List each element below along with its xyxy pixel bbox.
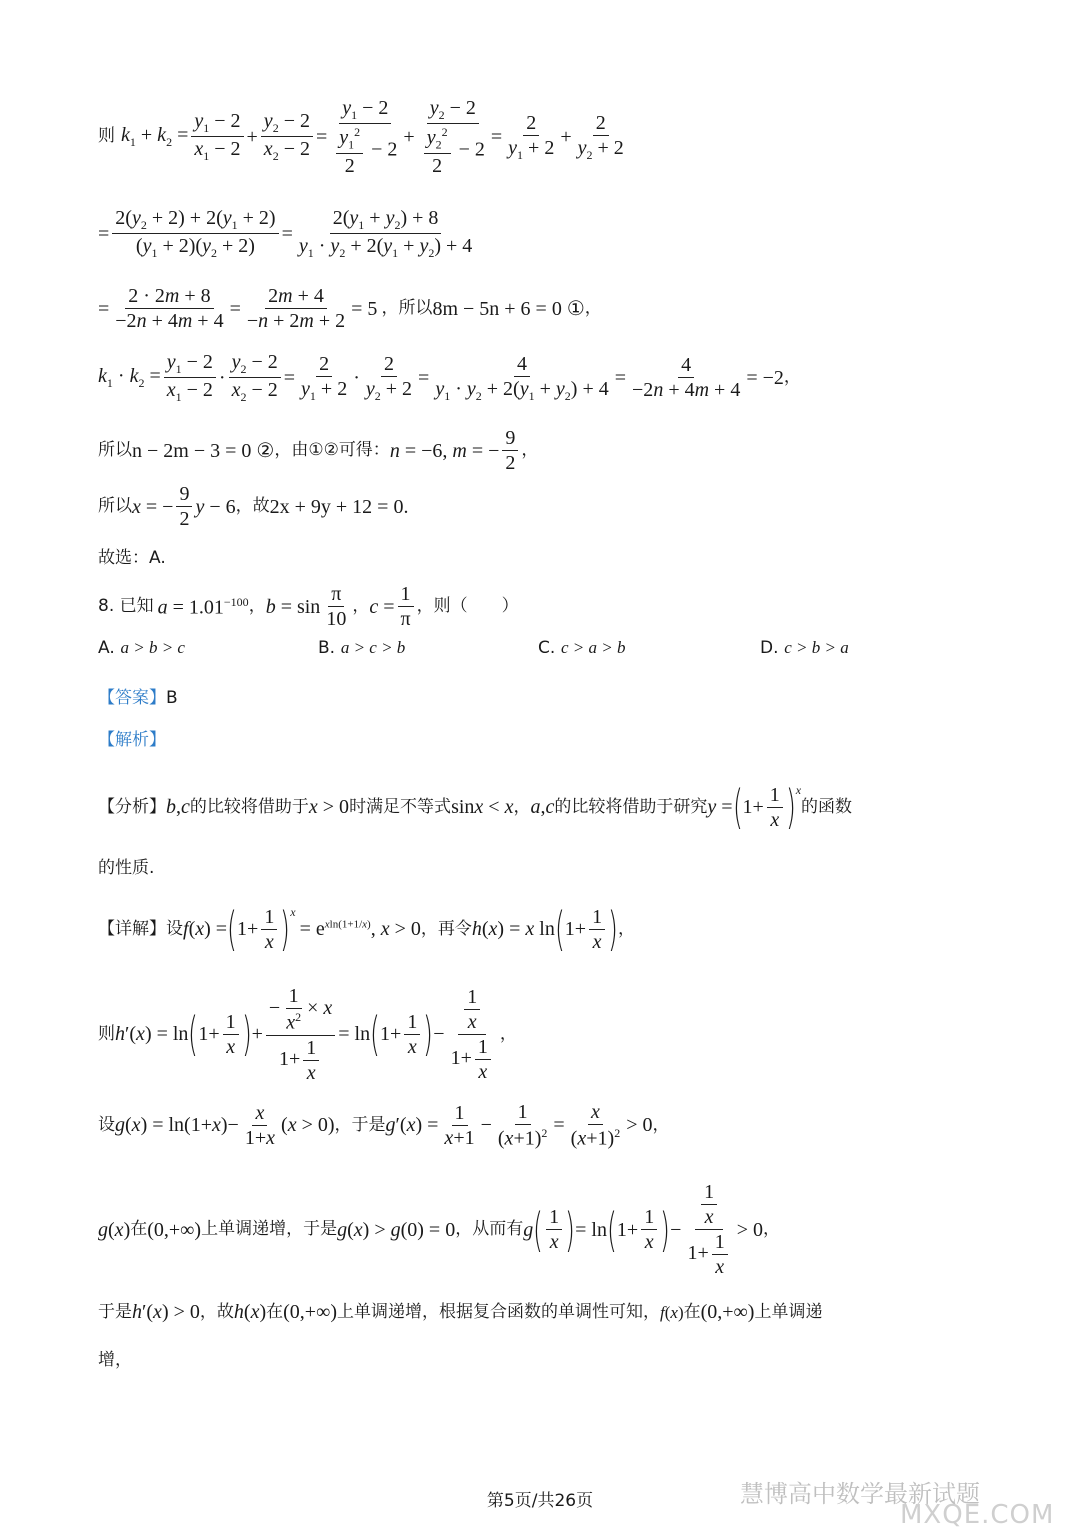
frac-o: $\frac{4}{y_1 \cdot y_2 + 2(y_1 + y_2) + 4}$ xyxy=(435,352,609,403)
fx-3: 的比较将借助于研究 xyxy=(554,796,708,817)
fx-2: 时满足不等式 xyxy=(349,796,452,817)
option-a: A. a > b > c xyxy=(98,638,185,658)
question-8: 8. 已知 $a = 1.01^{-100}$ ， b = sin $\frac{\pi}{10}$ ， c = $\frac{1}{\pi}$ ，则（ ） xyxy=(98,583,519,630)
frac-w: $\frac{1}{x}$ xyxy=(589,907,605,952)
analysis-tag: 【解析】 xyxy=(98,730,166,750)
xj-she: 设 xyxy=(166,918,183,939)
text-suoyi-1: 所以 xyxy=(398,298,433,318)
zeng: 增， xyxy=(98,1350,132,1370)
xiangjie-tag: 【详解】 xyxy=(98,918,166,939)
frac-b: $\frac{y_2 - 2}{x_2 - 2}$ xyxy=(261,111,313,162)
page-footer: 第5页/共26页 xyxy=(486,1491,594,1511)
gu2: ，故 xyxy=(199,1301,234,1322)
eq-line6: 所以 x = − $\frac{9}{2}$ y − 6 ，故 2x + 9y + 12 = 0 . xyxy=(98,483,409,530)
text-ze-2: 则 xyxy=(98,1023,115,1044)
answer-row xyxy=(98,690,178,707)
fx-1: 的比较将借助于 xyxy=(189,796,309,817)
watermark: 慧博高中数学最新试题 xyxy=(740,1480,980,1508)
shangdan2: 上单调递增，根据复合函数的单调性可知， xyxy=(336,1301,660,1322)
frac-x2: − $\frac{1}{x^2}$ × x 1+ $\frac{1}{x}$ xyxy=(266,986,335,1083)
frac-f: $\frac{2}{y_2 + 2}$ xyxy=(577,111,624,162)
frac-z1: $\frac{1}{x}$ xyxy=(546,1207,562,1252)
hprime-row: 则 h′(x) = ln ( 1+ $\frac{1}{x}$ ) + − $\frac{1}{x^2}$ × x 1+ $\frac{1}{x}$ = ln ( 1+ $\frac{1}{x}$ ) − $\frac{1}{x}$ 1+ $\frac{1}{x}$ ， xyxy=(98,985,517,1084)
text-gu: ，故 xyxy=(235,496,270,516)
zai: 在 xyxy=(130,1219,148,1239)
frac-a: $\frac{y_1 - 2}{x_1 - 2}$ xyxy=(191,111,243,162)
frac-q: $\frac{9}{2}$ xyxy=(502,428,518,473)
eq-line3: = $\frac{2 \cdot 2m + 8}{-2n + 4m + 4}$ = $\frac{2m + 4}{-n + 2m + 2}$ = 5 ， 所以 8m − 5n + 6 = 0 ① ， xyxy=(98,285,602,332)
frac-l: $\frac{y_2 - 2}{x_2 - 2}$ xyxy=(229,352,281,403)
frac-r: $\frac{9}{2}$ xyxy=(176,484,192,529)
fx-5: 的性质. xyxy=(98,858,155,878)
eq3-cond: 8m − 5n + 6 = 0 ① xyxy=(432,297,585,320)
frac-z2: $\frac{1}{x}$ xyxy=(641,1207,657,1252)
frac-j: $\frac{2m + 4}{-n + 2m + 2}$ xyxy=(246,285,346,332)
yushi2: 于是 xyxy=(98,1301,132,1322)
text-suoyi-2: 所以 xyxy=(98,440,132,460)
watermark-2: MXQE.COM xyxy=(900,1500,1055,1530)
frac-z3: $\frac{1}{x}$ 1+ $\frac{1}{x}$ xyxy=(684,1182,733,1277)
text-ze: 则 xyxy=(98,126,115,147)
option-d: D. c > b > a xyxy=(760,638,849,658)
fx-4: 的函数 xyxy=(801,796,853,817)
text-by: ，由 xyxy=(274,440,309,460)
g-monotone-row: g(x) 在 (0,+∞) 上单调递增，于是 g(x) > g(0) = 0 ，从而有 g ( $\frac{1}{x}$ ) = ln ( 1+ $\frac{1}{x}$ ) − $\frac{1}{x}$ 1+ $\frac{1}{x}$ > 0 ， xyxy=(98,1181,780,1278)
frac-t: $\frac{1}{\pi}$ xyxy=(397,584,413,629)
q8-label: 8. 已知 xyxy=(98,596,154,616)
frac-y4: $\frac{x}{(x+1)^2}$ xyxy=(570,1101,621,1150)
xiangjie-row: 【详解】 设 f(x) = ( 1+ $\frac{1}{x}$ ) $^x$ = $e^{xln(1+1/x)}$, x > 0 ，再令 h(x) = x ln ( 1+ $\frac{1}{x}$ ) ， xyxy=(98,902,636,956)
text-kede: 可得： xyxy=(338,440,390,460)
frac-v: $\frac{1}{x}$ xyxy=(261,907,277,952)
q8-ze: ，则（ ） xyxy=(416,596,519,616)
option-c: C. c > a > b xyxy=(538,638,626,658)
line-std: 2x + 9y + 12 = 0 xyxy=(269,495,404,518)
cond2: n − 2m − 3 = 0 ② xyxy=(132,439,275,462)
frac-x4: $\frac{1}{x}$ 1+ $\frac{1}{x}$ xyxy=(448,987,497,1082)
zai3: 在 xyxy=(683,1301,701,1322)
frac-h: $\frac{2(y_1 + y_2) + 8}{y_1 \cdot y_2 + 2(y_1 + y_2) + 4}$ xyxy=(298,207,473,260)
frac-n: $\frac{2}{y_2 + 2}$ xyxy=(365,352,413,403)
fenxi-tag: 【分析】 xyxy=(98,796,166,817)
frac-p: $\frac{4}{-2n + 4m + 4}$ xyxy=(632,354,741,401)
eq-k1-plus-k2: 则 $k_1 + k_2$ = $\frac{y_1 - 2}{x_1 - 2}$ + $\frac{y_2 - 2}{x_2 - 2}$ = $y_1 - 2$ $\frac{y_1^2}{2}$ − 2 + $y_2 - 2$ $\frac{y_2^2}{2}$ − 2 = $\frac{2}{y_1 + 2}$ + $\frac{2}{y_2 + 2}$ xyxy=(98,98,630,176)
eq-line2: = $\frac{2(y_2 + 2) + 2(y_1 + 2)}{(y_1 + 2)(y_2 + 2)}$ = $\frac{2(y_1 + y_2) + 8}{y_1 \cdot y_2 + 2(y_1 + y_2) + 4}$ xyxy=(98,208,478,259)
math-k1k2: $k_1 + k_2$ = xyxy=(121,124,189,150)
frac-i: $\frac{2 \cdot 2m + 8}{-2n + 4m + 4}$ xyxy=(115,285,224,332)
frac-s: $\frac{\pi}{10}$ xyxy=(326,583,347,630)
shangdan3: 上单调递 xyxy=(754,1301,823,1322)
eq4-rhs: = −2 xyxy=(746,366,784,389)
she2: 设 xyxy=(98,1114,115,1135)
frac-x1: $\frac{1}{x}$ xyxy=(223,1012,239,1057)
hprime-positive-row: 于是 h′(x) > 0 ，故 h(x) 在 (0,+∞) 上单调递增，根据复合函数的单调性可知， f(x) 在 (0,+∞) 上单调递 xyxy=(98,1301,823,1323)
eq-line4: $k_1 \cdot k_2$ = $\frac{y_1 - 2}{x_1 - 2}$ · $\frac{y_2 - 2}{x_2 - 2}$ = $\frac{2}{y_1 + 2}$ · $\frac{2}{y_2 + 2}$ = $\frac{4}{y_1 \cdot y_2 + 2(y_1 + y_2) + 4}$ = $\frac{4}{-2n + 4m + 4}$ = −2 ， xyxy=(98,351,801,404)
text-guxuan: 故选：A. xyxy=(98,548,166,568)
frac-y1: $\frac{x}{1+x}$ xyxy=(244,1101,276,1149)
frac-e: $\frac{2}{y_1 + 2}$ xyxy=(508,111,555,162)
frac-m: $\frac{2}{y_1 + 2}$ xyxy=(301,352,348,403)
xj-zailing: ，再令 xyxy=(420,918,472,939)
eq3-rhs: = 5 xyxy=(351,297,378,320)
frac-k: $\frac{y_1 - 2}{x_1 - 2}$ xyxy=(164,352,216,403)
congeryou: ，从而有 xyxy=(455,1219,524,1239)
shangdan: 上单调递增，于是 xyxy=(201,1219,338,1239)
frac-x3: $\frac{1}{x}$ xyxy=(404,1012,420,1057)
text-suoyi-3: 所以 xyxy=(98,496,132,516)
gx-row: 设 g(x) = ln(1+x)− $\frac{x}{1+x}$ (x > 0) ，于是 g′(x) = $\frac{1}{x+1}$ − $\frac{1}{(x+1)^2}$ = $\frac{x}{(x+1)^2}$ > 0 ， xyxy=(98,1101,670,1150)
frac-c: $y_1 - 2$ $\frac{y_1^2}{2}$ − 2 xyxy=(330,98,400,176)
option-b: B. a > c > b xyxy=(318,638,406,658)
answer-tag: 【答案】 xyxy=(98,688,166,708)
fenxi-row: 【分析】 b , c 的比较将借助于 x > 0 时满足不等式 sinx < x ， a , c 的比较将借助于研究 y = ( 1+ $\frac{1}{x}$ ) $^x$ 的函数 xyxy=(98,780,853,834)
zai2: 在 xyxy=(266,1301,284,1322)
frac-u: $\frac{1}{x}$ xyxy=(767,785,783,830)
frac-g: $\frac{2(y_2 + 2) + 2(y_1 + 2)}{(y_1 + 2)(y_2 + 2)}$ xyxy=(112,208,278,259)
frac-d: $y_2 - 2$ $\frac{y_2^2}{2}$ − 2 xyxy=(418,98,488,176)
eq-line5: 所以 n − 2m − 3 = 0 ② ，由 ①② 可得： n = −6, m = − $\frac{9}{2}$ ， xyxy=(98,427,539,474)
answer-value: B xyxy=(166,688,178,708)
yushi: ，于是 xyxy=(334,1114,386,1135)
frac-y2: $\frac{1}{x+1}$ xyxy=(444,1101,475,1149)
frac-y3: $\frac{1}{(x+1)^2}$ xyxy=(497,1101,548,1150)
